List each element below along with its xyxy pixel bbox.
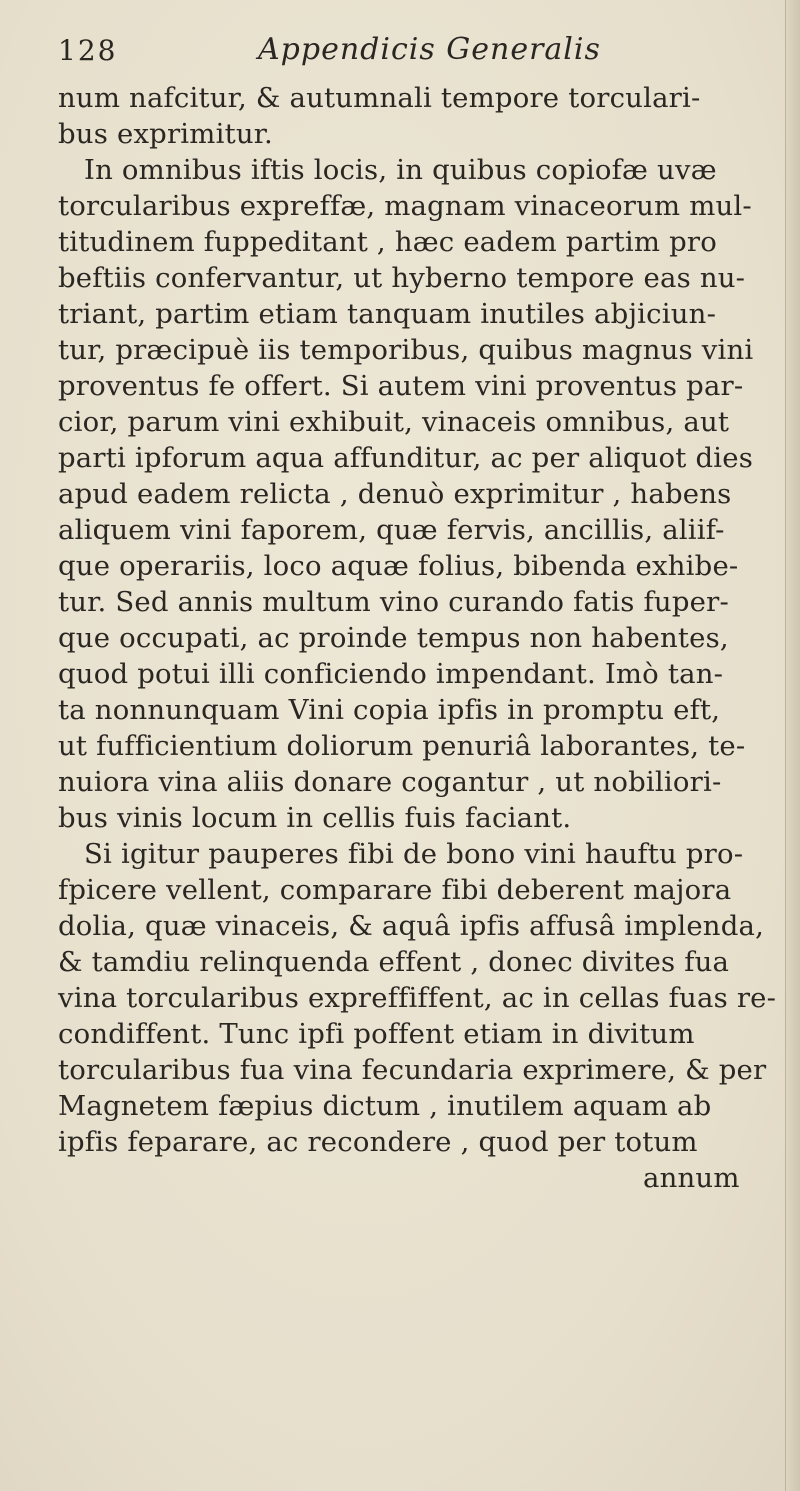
- text-line: tur, præcipuè iis temporibus, quibus magnus vini: [58, 334, 754, 366]
- text-line: ut fufficientium doliorum penuriâ laborantes, te-: [58, 730, 746, 762]
- text-line: que occupati, ac proinde tempus non habentes,: [58, 622, 729, 654]
- page-gutter-edge: [785, 0, 800, 1491]
- text-line: ta nonnunquam Vini copia ipfis in promptu eft,: [58, 694, 721, 726]
- text-line: bus exprimitur.: [58, 118, 273, 150]
- text-line: cior, parum vini exhibuit, vinaceis omnibus, aut: [58, 406, 730, 438]
- text-line: & tamdiu relinquenda effent , donec divites fua: [58, 946, 730, 978]
- text-line: titudinem fuppeditant , hæc eadem partim pro: [58, 226, 717, 258]
- text-line: proventus fe offert. Si autem vini proventus par-: [58, 370, 744, 402]
- catchword: annum: [643, 1162, 740, 1194]
- text-line: apud eadem relicta , denuò exprimitur , habens: [58, 478, 732, 510]
- text-line: aliquem vini faporem, quæ fervis, ancillis, aliif-: [58, 514, 725, 546]
- page-header: [58, 34, 738, 74]
- text-line: Si igitur pauperes fibi de bono vini hauftu pro-: [84, 838, 744, 870]
- text-line: quod potui illi conficiendo impendant. Imò tan-: [58, 658, 724, 690]
- text-line: parti ipforum aqua affunditur, ac per aliquot dies: [58, 442, 754, 474]
- text-line: num nafcitur, & autumnali tempore torculari-: [58, 82, 701, 114]
- text-line: In omnibus iftis locis, in quibus copiofæ uvæ: [84, 154, 717, 186]
- text-line: que operariis, loco aquæ folius, bibenda exhibe-: [58, 550, 739, 582]
- page-number: 128: [58, 34, 118, 67]
- text-line: Magnetem fæpius dictum , inutilem aquam ab: [58, 1090, 712, 1122]
- text-line: torcularibus expreffæ, magnam vinaceorum mul-: [58, 190, 752, 222]
- text-line: triant, partim etiam tanquam inutiles abjiciun-: [58, 298, 717, 330]
- text-line: dolia, quæ vinaceis, & aquâ ipfis affusâ implenda,: [58, 910, 765, 942]
- text-line: torcularibus fua vina fecundaria exprimere, & per: [58, 1054, 767, 1086]
- running-head: Appendicis Generalis: [258, 32, 601, 67]
- text-line: nuiora vina aliis donare cogantur , ut nobiliori-: [58, 766, 722, 798]
- text-line: bus vinis locum in cellis fuis faciant.: [58, 802, 572, 834]
- text-line: tur. Sed annis multum vino curando fatis fuper-: [58, 586, 729, 618]
- text-line: condiffent. Tunc ipfi poffent etiam in divitum: [58, 1018, 695, 1050]
- text-line: beftiis confervantur, ut hyberno tempore eas nu-: [58, 262, 746, 294]
- text-line: vina torcularibus expreffiffent, ac in cellas fuas re-: [58, 982, 777, 1014]
- text-line: fpicere vellent, comparare fibi deberent majora: [58, 874, 732, 906]
- text-line: ipfis feparare, ac recondere , quod per totum: [58, 1126, 698, 1158]
